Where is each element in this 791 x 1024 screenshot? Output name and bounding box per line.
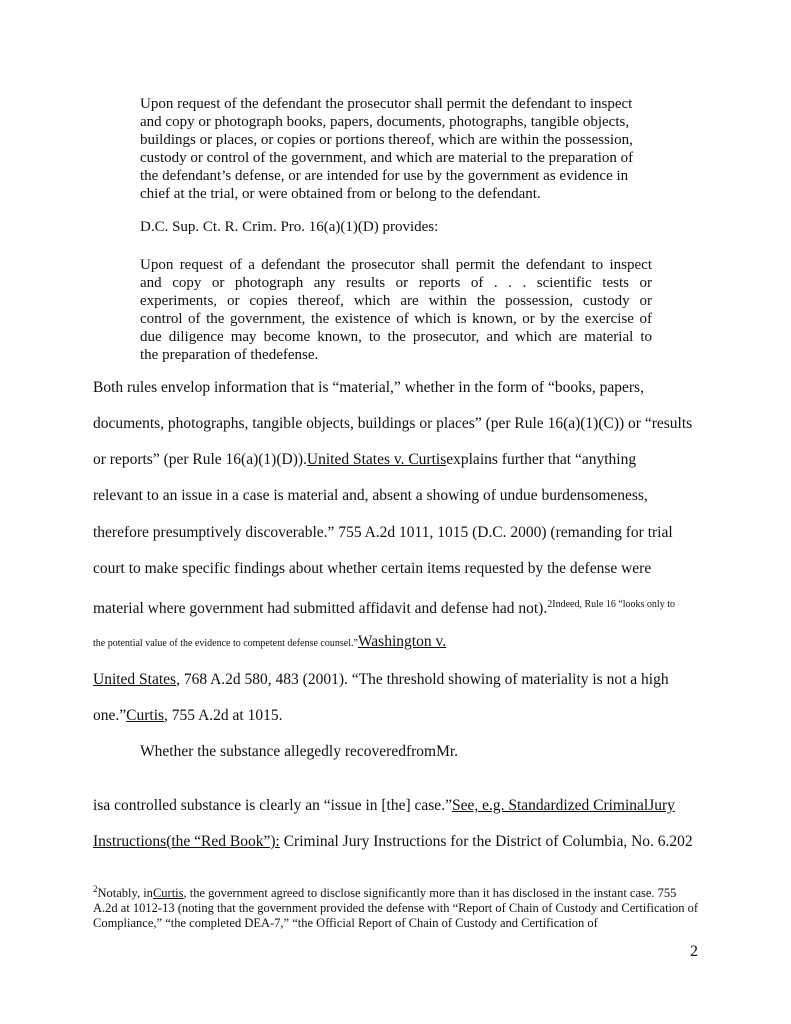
body-line [93,595,675,619]
footnote-text: , the government agreed to disclose significantly more than it has disclosed in the instant case. 755 A.2d at 1012-13 (noting that the government provided the defense with “Report of Chain of Custody and Certification of Compliance,” “the completed DEA-7,” “the Official Report of Chain of Custody and Certification of [93,886,699,930]
rule-intro-line: D.C. Sup. Ct. R. Crim. Pro. 16(a)(1)(D) provides: [140,219,439,235]
quote-line: control of the government, the existence of which is known, or by the exercise of [140,311,652,327]
body-line [93,670,669,690]
footnote [93,882,699,931]
body-text: , 755 A.2d at 1015. [164,707,283,724]
block-quote-rule-16c [140,95,652,203]
body-line [93,450,636,470]
quote-line: and copy or photograph any results or reports of . . . scientific tests or [140,275,652,291]
small-text: the potential value of the evidence to competent defense counsel.” [93,638,358,649]
citation-link: Instructions [93,833,167,850]
case-citation: Curtis [152,886,184,900]
body-text: , 768 A.2d 580, 483 (2001). “The threshold showing of materiality is not a high [176,671,669,688]
page-number: 2 [690,943,698,960]
body-text: material where government had submitted affidavit and defense had not). [93,600,548,617]
case-citation: Curtis [126,707,165,724]
body-line: therefore presumptively discoverable.” 755 A.2d 1011, 1015 (D.C. 2000) (remanding for trial [93,524,673,541]
footnote-marker: 2 [93,884,98,894]
quote-line: Upon request of the defendant the prosecutor shall permit the defendant to inspect [140,96,633,112]
body-line: Both rules envelop information that is “material,” whether in the form of “books, papers, [93,379,644,396]
body-line [93,796,675,816]
case-citation: United States [93,671,177,688]
body-line [93,832,693,852]
quote-line: custody or control of the government, and which are material to the preparation of [140,150,634,166]
quote-line: buildings or places, or copies or portions thereof, which are within the possession, [140,132,633,148]
quote-line: and copy or photograph books, papers, documents, photographs, tangible objects, [140,114,630,130]
block-quote-rule-16d [140,256,652,364]
citation-link: (the “Red Book”): [166,833,280,850]
quote-line: Upon request of a defendant the prosecutor shall permit the defendant to inspect [140,257,652,273]
body-text: one.” [93,707,127,724]
body-text: explains further that “anything [446,451,637,468]
body-text: Criminal Jury Instructions for the District of Columbia, No. 6.202 [279,833,693,850]
quote-line: the preparation of thedefense. [140,347,319,363]
quote-line: experiments, or copies thereof, which are within the possession, custody or [140,293,652,309]
quote-line: due diligence may become known, to the prosecutor, and which are material to [140,329,652,345]
footnote-text: Notably, in [97,886,153,900]
body-line: documents, photographs, tangible objects, buildings or places” (per Rule 16(a)(1)(C)) or “results [93,415,693,432]
body-line [93,706,282,726]
body-text: isa controlled substance is clearly an “issue in [the] case.” [93,797,452,814]
body-line: court to make specific findings about whether certain items requested by the defense were [93,560,652,577]
body-line: Whether the substance allegedly recoveredfromMr. [140,743,459,760]
quote-line: the defendant’s defense, or are intended for use by the government as evidence in [140,168,629,184]
citation-link: See, e.g. Standardized CriminalJury [451,797,675,814]
footnote-reference: 2 [547,599,553,610]
body-line: relevant to an issue in a case is material and, absent a showing of undue burdensomeness, [93,487,648,504]
quote-line: chief at the trial, or were obtained from or belong to the defendant. [140,186,541,202]
case-citation: United States v. Curtis [306,451,447,468]
case-citation: Washington v. [357,633,447,650]
small-text: Indeed, Rule 16 “looks only to [552,599,675,610]
body-text: or reports” (per Rule 16(a)(1)(D)). [93,451,307,468]
body-line [93,632,446,654]
